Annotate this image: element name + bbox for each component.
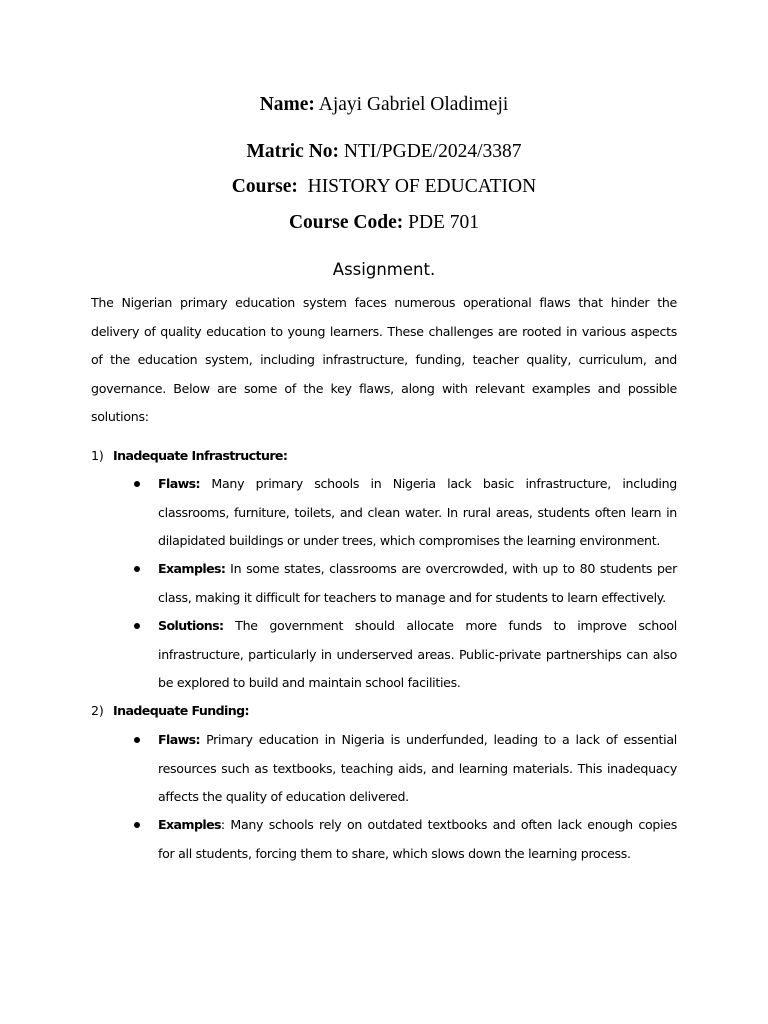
name-value: Ajayi Gabriel Oladimeji	[318, 94, 509, 115]
course-code-line	[0, 211, 768, 235]
bullet-label: Flaws:	[158, 476, 200, 491]
bullet-label: Examples	[158, 817, 221, 832]
bullet-dot-icon	[134, 566, 140, 572]
course-line	[0, 175, 768, 199]
course-label: Course:	[231, 176, 298, 197]
name-line	[0, 93, 768, 117]
bullet-dot-icon	[134, 481, 140, 487]
bullet-text: Many primary schools in Nigeria lack basic infrastructure, including classrooms, furniture, toilets, and clean water. In rural areas, students often learn in dilapidated buildings or under trees, which compromises the learning environment.	[158, 476, 677, 549]
bullet-text: In some states, classrooms are overcrowded, with up to 80 students per class, making it difficult for teachers to manage and for students to learn effectively.	[158, 561, 677, 605]
intro-paragraph: The Nigerian primary education system faces numerous operational flaws that hinder the delivery of quality education to young learners. These challenges are rooted in various aspects of the education system, including infrastructure, funding, teacher quality, curriculum, and governance. Below are some of the key flaws, along with relevant examples and possible solutions:	[91, 295, 677, 425]
bullet-label: Examples:	[158, 561, 226, 576]
bullet-dot-icon	[134, 822, 140, 828]
section-number: 1)	[91, 448, 104, 463]
section-heading	[91, 697, 249, 726]
course-code-value: PDE 701	[408, 212, 480, 233]
course-value: HISTORY OF EDUCATION	[307, 176, 537, 197]
section-number: 2)	[91, 703, 104, 718]
matric-label: Matric No:	[246, 141, 340, 162]
matric-value: NTI/PGDE/2024/3387	[343, 141, 522, 162]
assignment-title: Assignment.	[332, 260, 436, 279]
bullet-dot-icon	[134, 623, 140, 629]
section-title: Inadequate Funding:	[113, 703, 249, 718]
course-code-label: Course Code:	[288, 212, 404, 233]
name-label: Name:	[259, 94, 315, 115]
section-title: Inadequate Infrastructure:	[113, 448, 288, 463]
bullet-dot-icon	[134, 737, 140, 743]
bullet-text: Primary education in Nigeria is underfunded, leading to a lack of essential resources such as textbooks, teaching aids, and learning materials. This inadequacy affects the quality of education delivered.	[158, 732, 677, 805]
bullet-label: Solutions:	[158, 618, 224, 633]
bullet-text: The government should allocate more funds to improve school infrastructure, particularly in underserved areas. Public-private partnerships can also be explored to build and maintain school facilities.	[158, 618, 677, 691]
matric-line	[0, 140, 768, 164]
section-heading	[91, 442, 287, 471]
bullet-text: : Many schools rely on outdated textbooks and often lack enough copies for all students, forcing them to share, which slows down the learning process.	[158, 817, 677, 861]
bullet-label: Flaws:	[158, 732, 200, 747]
